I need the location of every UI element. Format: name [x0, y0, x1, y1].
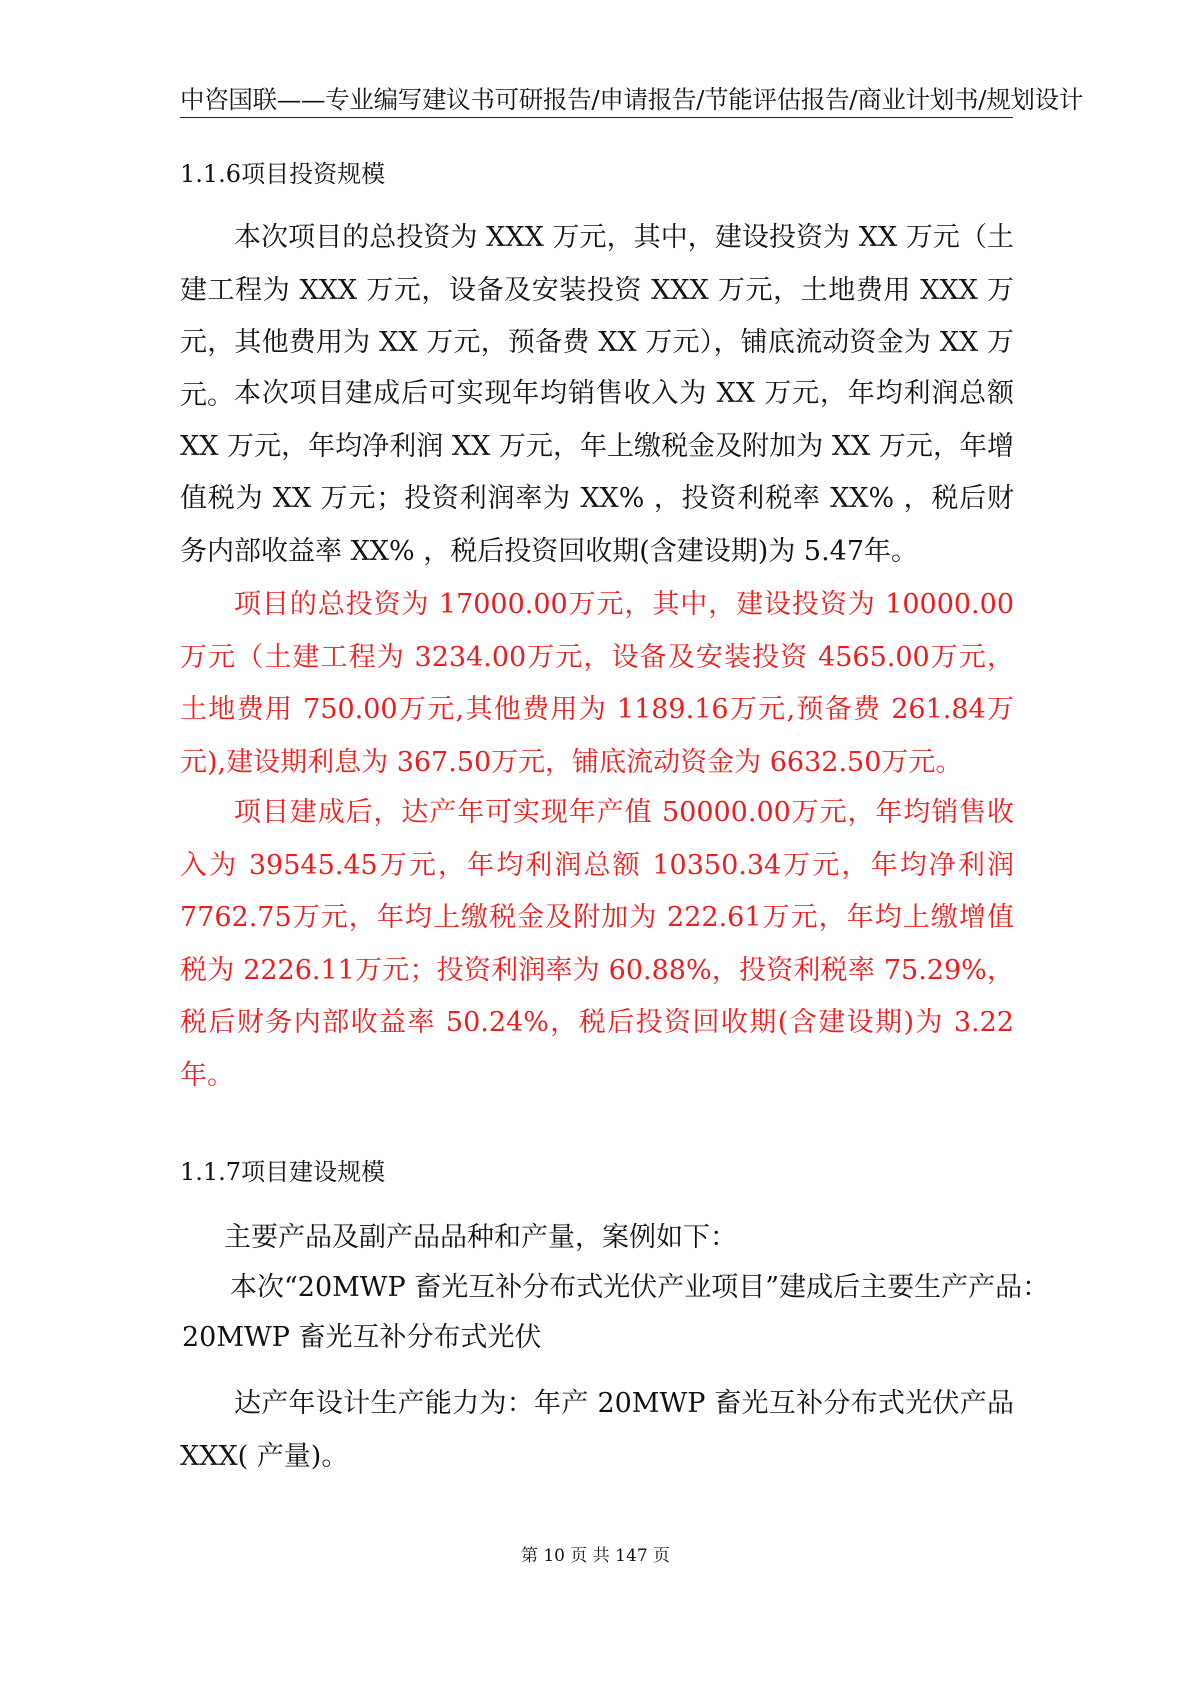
capacity-paragraph: 达产年设计生产能力为：年产 20MWP 畜光互补分布式光伏产品 XXX( 产量)。: [180, 1388, 1014, 1472]
section-heading-1-1-7: 1.1.7项目建设规模: [180, 1158, 386, 1186]
investment-paragraph-template: 本次项目的总投资为 XXX 万元，其中，建设投资为 XX 万元（土建工程为 XXX 万元，设备及安装投资 XXX 万元，土地费用 XXX 万元，其他费用为 XX 万元，预备费 XX 万元），铺底流动资金为 XX 万元。: [180, 222, 1014, 411]
products-intro-line: 主要产品及副产品品种和产量，案例如下：: [224, 1222, 737, 1253]
page-header: 中咨国联——专业编写建议书可研报告/申请报告/节能评估报告/商业计划书/规划设计: [180, 85, 1084, 114]
revenue-paragraph-template: 本次项目建成后可实现年均销售收入为 XX 万元，年均利润总额 XX 万元，年均净利润 XX 万元，年上缴税金及附加为 XX 万元，年增值税为 XX 万元；投资利润率为 XX% ，投资利税率 XX% ，税后财务内部收益率 XX% ，税后投资回收期(含建设期)为 5.47年。: [180, 378, 1014, 567]
main-product-name: 20MWP 畜光互补分布式光伏: [182, 1322, 542, 1353]
main-product-line: 本次“20MWP 畜光互补分布式光伏产业项目”建成后主要生产产品：: [230, 1272, 1050, 1303]
revenue-paragraph-figures: 项目建成后，达产年可实现年产值 50000.00万元，年均销售收入为 39545.45万元，年均利润总额 10350.34万元，年均净利润 7762.75万元，年均上缴税金及附加为 222.61万元，年均上缴增值税为 2226.11万元；投资利润率为 60.88%，投资利税率 75.29%，税后财务内部收益率 50.24%，税后投资回收期(含建设期)为 3.22年。: [180, 797, 1014, 1091]
investment-paragraph-figures: 项目的总投资为 17000.00万元，其中，建设投资为 10000.00万元（土建工程为 3234.00万元，设备及安装投资 4565.00万元，土地费用 750.00万元,其他费用为 1189.16万元,预备费 261.84万元),建设期利息为 367.50万元，铺底流动资金为 6632.50万元。: [180, 589, 1014, 778]
page-footer: 第 10 页 共 147 页: [520, 1546, 671, 1566]
section-heading-1-1-6: 1.1.6项目投资规模: [180, 160, 386, 188]
header-divider: [180, 117, 1013, 118]
